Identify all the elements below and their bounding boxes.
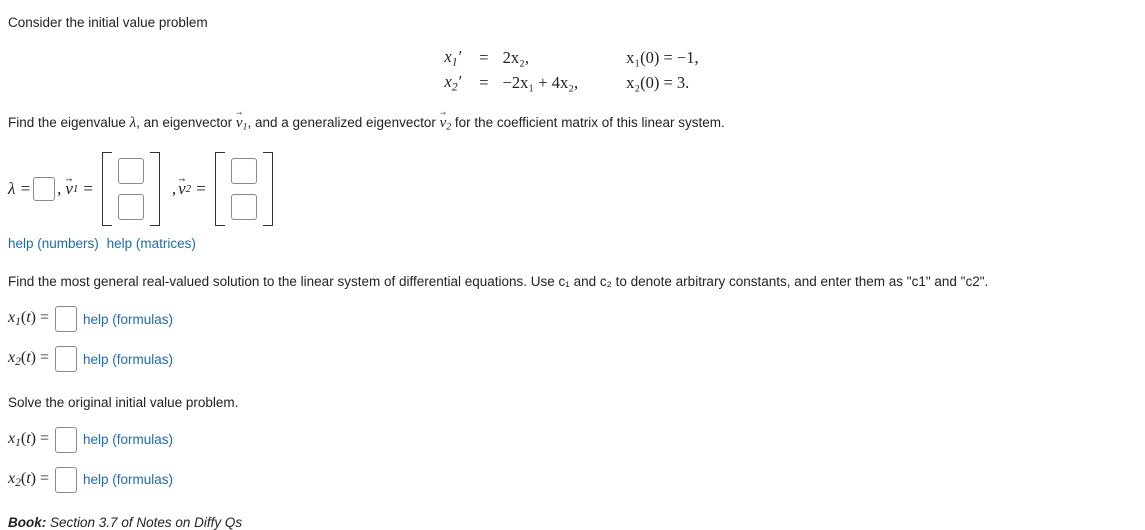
book-reference (8, 515, 1135, 530)
intro-text: Consider the initial value problem (8, 15, 208, 30)
v2-left-bracket (215, 152, 225, 226)
system-table (440, 46, 702, 95)
v1-label-sub: 1 (72, 183, 79, 196)
v1-matrix (102, 152, 160, 226)
help-matrices-link[interactable]: help (matrices) (106, 236, 196, 252)
v1-subscript: 1 (242, 121, 248, 133)
system-row-2-initial-condition: x₂(0) = 3. (626, 72, 690, 92)
v1-entry-1-input[interactable] (118, 158, 144, 184)
ivp-row-x1 (8, 427, 1135, 453)
v2-right-bracket (263, 152, 273, 226)
v2-entry-2-input[interactable] (231, 194, 257, 220)
ivp-row-x2 (8, 467, 1135, 493)
v2-entries (225, 152, 263, 226)
vector-separator-comma: , (171, 179, 177, 199)
system-row-1-rhs: 2x₂, (502, 48, 529, 68)
general-solution-prompt: Find the most general real-valued solution to the linear system of differential equations. Use c₁ and c₂ to denote arbitrary constants, and enter them as "c1" and "c2". (8, 274, 989, 290)
v1-symbol: → v (236, 113, 243, 134)
v1-entry-2-input[interactable] (118, 194, 144, 220)
general-solution-row-x2 (8, 346, 1135, 372)
lambda-comma: , (57, 179, 62, 199)
general-solution-x2-input[interactable] (55, 346, 77, 372)
lambda-equals-label: λ = (8, 179, 32, 199)
help-numbers-link[interactable]: help (numbers) (8, 236, 99, 252)
eigen-prompt-part-3: , and a generalized eigenvector (247, 114, 440, 130)
book-reference-text: Section 3.7 of Notes on Diffy Qs (50, 514, 243, 530)
general-solution-x1-input[interactable] (55, 306, 77, 332)
system-row-1-lhs: $x_1'$ (444, 47, 462, 69)
ivp-x2-label: $x_2(t)$ = (8, 470, 50, 490)
system-row-1-initial-condition: x₁(0) = −1, (626, 48, 699, 68)
lambda-symbol: λ (129, 114, 137, 131)
general-solution-x1-label: $x_1(t)$ = (8, 309, 50, 329)
v1-right-bracket (150, 152, 160, 226)
v2-subscript: 2 (446, 121, 452, 133)
v1-equals: = (82, 179, 94, 199)
general-solution-row-x1 (8, 306, 1135, 332)
v1-entries (112, 152, 150, 226)
v2-label-sub: 2 (185, 183, 192, 196)
ivp-x1-label: $x_1(t)$ = (8, 430, 50, 450)
general-solution-x2-label: $x_2(t)$ = (8, 349, 50, 369)
help-formulas-link-x1[interactable]: help (formulas) (83, 311, 174, 327)
system-row-1 (440, 46, 702, 70)
v2-entry-1-input[interactable] (231, 158, 257, 184)
book-reference-prefix: Book: (8, 514, 47, 530)
v2-label: → v (178, 179, 186, 199)
system-row-2 (440, 71, 702, 95)
v1-left-bracket (102, 152, 112, 226)
help-formulas-link-ivp-x1[interactable]: help (formulas) (83, 432, 174, 448)
eigen-prompt (8, 113, 1135, 134)
v2-symbol: → v (440, 113, 447, 134)
eigen-answer-row (8, 152, 1135, 226)
system-row-2-equals: = (479, 72, 489, 92)
v2-equals: = (195, 179, 207, 199)
v2-matrix (215, 152, 273, 226)
system-row-2-lhs: $x_2'$ (444, 71, 462, 93)
ivp-x2-input[interactable] (55, 467, 77, 493)
eigen-prompt-part-4: for the coefficient matrix of this linear system. (451, 114, 725, 130)
eigen-prompt-part-2: , an eigenvector (136, 114, 236, 130)
ivp-x1-input[interactable] (55, 427, 77, 453)
eigen-prompt-part-1: Find the eigenvalue (8, 114, 130, 130)
v1-label: → v (65, 179, 73, 199)
system-row-2-rhs: −2x₁ + 4x₂, (502, 72, 579, 92)
help-formulas-link-ivp-x2[interactable]: help (formulas) (83, 472, 174, 488)
eigen-help-links (8, 236, 1135, 251)
lambda-input[interactable] (33, 177, 55, 201)
ivp-prompt: Solve the original initial value problem. (8, 395, 239, 411)
system-of-equations (8, 46, 1135, 95)
system-row-1-equals: = (479, 48, 489, 68)
help-formulas-link-x2[interactable]: help (formulas) (83, 351, 174, 367)
